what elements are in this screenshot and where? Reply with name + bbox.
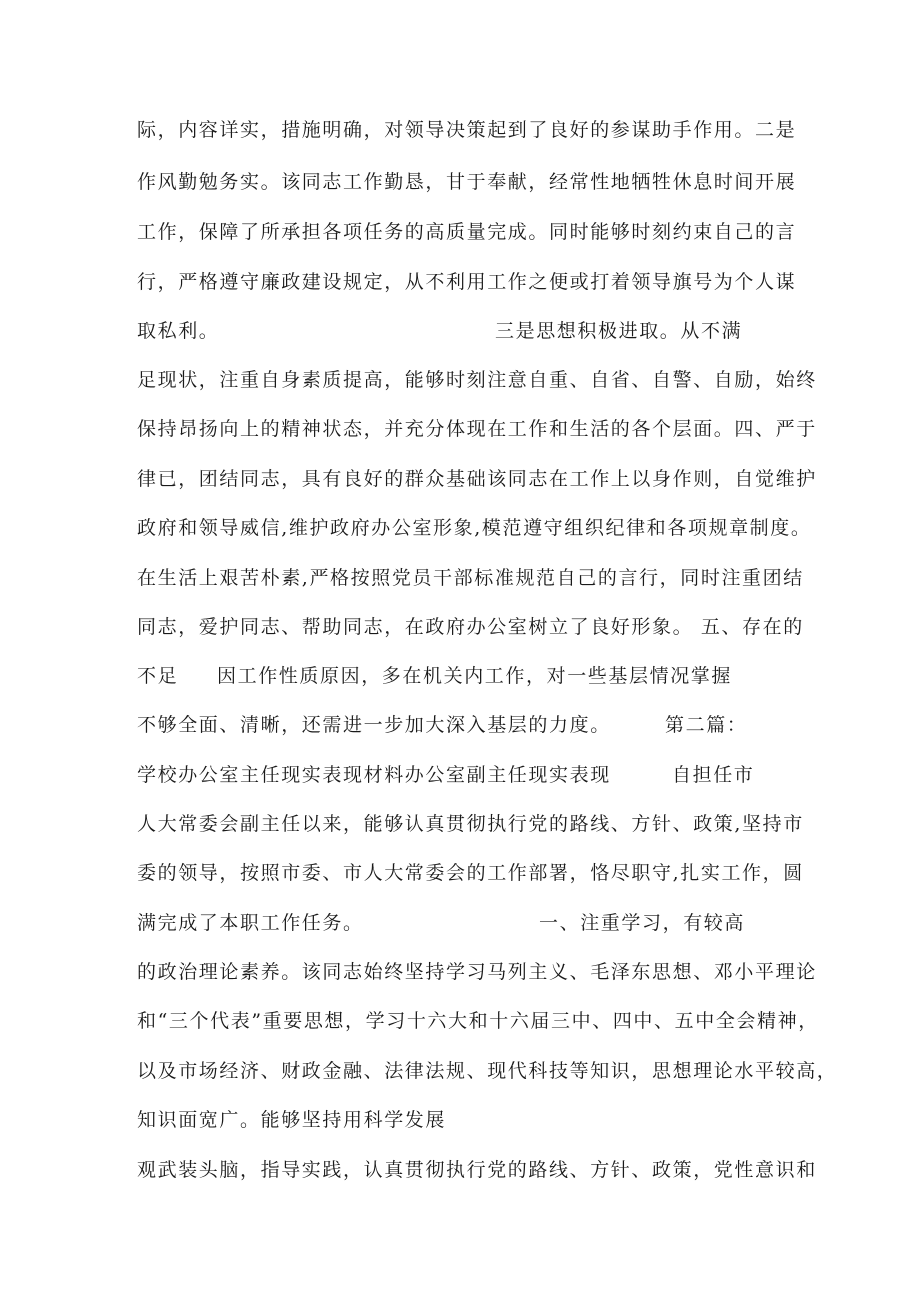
text-segment: 自担任市 [672,764,755,786]
text-line: 际，内容详实，措施明确，对领导决策起到了良好的参谋助手作用。二是 [137,119,797,141]
text-line: 观武装头脑，指导实践，认真贯彻执行党的路线、方针、政策，党性意识和 [137,1159,817,1181]
text-line: 人大常委会副主任以来，能够认真贯彻执行党的路线、方针、政策,坚持市 [137,813,804,835]
text-line: 委的领导，按照市委、市人大常委会的工作部署，恪尽职守,扎实工作，圆 [137,862,804,884]
text-line: 满完成了本职工作任务。 [137,912,364,934]
text-line: 在生活上艰苦朴素,严格按照党员干部标准规范自己的言行，同时注重团结 [137,567,804,589]
text-line: 不足 [137,665,179,687]
text-line: 知识面宽广。能够坚持用科学发展 [137,1109,447,1131]
text-line: 行，严格遵守廉政建设规定，从不利用工作之便或打着领导旗号为个人谋 [137,271,797,293]
text-line: 作风勤勉务实。该同志工作勤恳，甘于奉献，经常性地牺牲休息时间开展 [137,171,797,193]
text-line: 取私利。 [137,320,220,342]
text-line: 政府和领导威信,维护政府办公室形象,模范遵守组织纪律和各项规章制度。 [137,517,812,539]
section-heading: 第二篇： [665,714,748,736]
text-segment: 一、注重学习，有较高 [539,912,746,934]
text-line: 工作，保障了所承担各项任务的高质量完成。同时能够时刻约束自己的言 [137,221,797,243]
text-line: 保持昂扬向上的精神状态，并充分体现在工作和生活的各个层面。四、严于 [137,418,817,440]
text-line: 以及市场经济、财政金融、法律法规、现代科技等知识，思想理论水平较高， [137,1060,838,1082]
text-line: 学校办公室主任现实表现材料办公室副主任现实表现 [137,764,611,786]
text-line: 律已，团结同志，具有良好的群众基础该同志在工作上以身作则，自觉维护 [137,468,817,490]
text-line: 不够全面、清晰，还需进一步加大深入基层的力度。 [137,714,611,736]
text-segment: 因工作性质原因，多在机关内工作，对一些基层情况掌握 [217,665,733,687]
text-line: 的政治理论素养。该同志始终坚持学习马列主义、毛泽东思想、邓小平理论 [137,961,817,983]
text-line: 同志，爱护同志、帮助同志，在政府办公室树立了良好形象。 五、存在的 [137,616,804,638]
text-line: 和“三个代表”重要思想，学习十六大和十六届三中、四中、五中全会精神， [137,1010,819,1032]
text-line: 足现状，注重自身素质提高，能够时刻注意自重、自省、自警、自励，始终 [137,369,817,391]
text-segment: 三是思想积极进取。从不满 [495,320,743,342]
